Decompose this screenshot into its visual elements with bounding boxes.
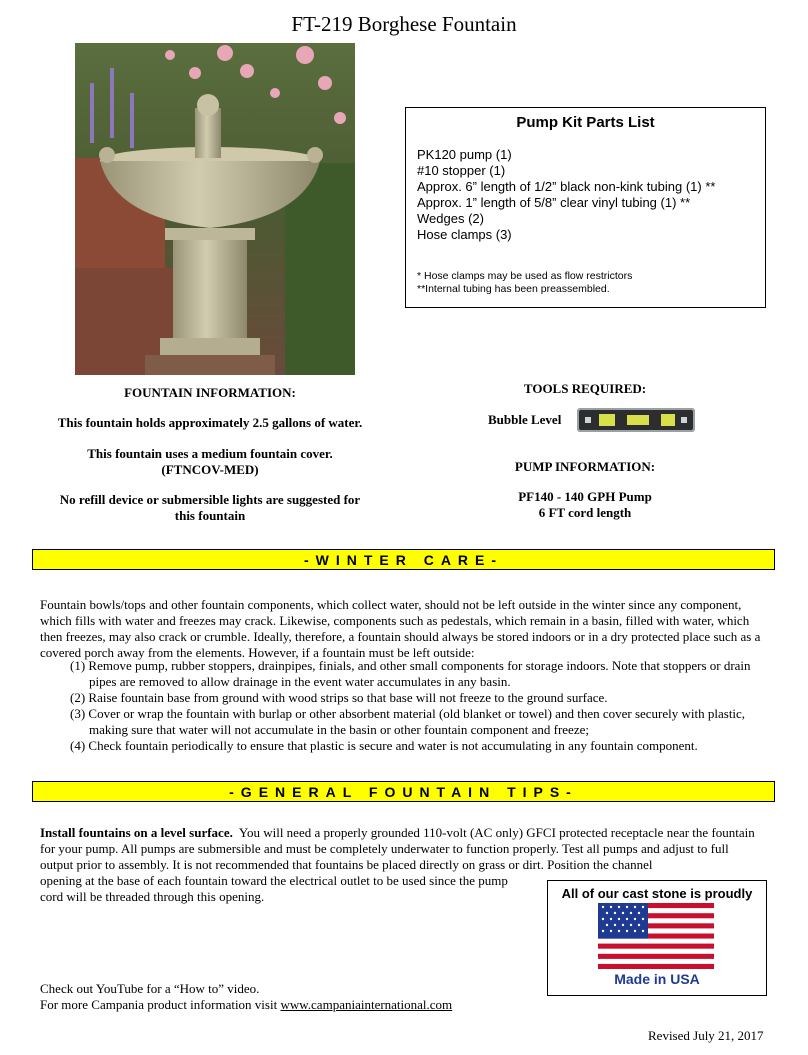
usa-badge-heading: All of our cast stone is proudly (561, 886, 753, 901)
general-tips-banner: -GENERAL FOUNTAIN TIPS- (32, 781, 775, 802)
fountain-cover-code: (FTNCOV-MED) (161, 462, 259, 477)
pump-kit-box (405, 107, 766, 308)
pump-kit-notes (417, 270, 632, 296)
winter-step: (2) Raise fountain base from ground with wood strips so that base will not freeze to the ground surface. (70, 690, 608, 705)
us-flag-icon (598, 903, 714, 969)
pump-kit-item: Wedges (2) (417, 211, 484, 226)
fountain-refill-line: No refill device or submersible lights are suggested for (59, 492, 361, 507)
made-in-usa-text: Made in USA (614, 971, 700, 987)
pump-kit-note: * Hose clamps may be used as flow restrictors (417, 270, 633, 282)
general-tips-text: You will need a properly grounded 110-volt (AC only) GFCI protected receptacle near the fountain for your pump. All pumps are submersible and must be completely underwater to function properly. Test all pumps and adjust to full output prior to assembly. It is not recommended that fountains be placed directly on grass or dirt. Position the channel (40, 825, 755, 872)
pump-cord: 6 FT cord length (538, 505, 632, 520)
winter-step: (4) Check fountain periodically to ensure that plastic is secure and water is not accumulating in any fountain component. (70, 738, 698, 753)
winter-care-steps (40, 658, 770, 754)
pump-kit-item: Approx. 1” length of 5/8” clear vinyl tubing (1) ** (417, 195, 691, 210)
fountain-cover (40, 446, 380, 478)
more-info-line (40, 997, 452, 1013)
pump-kit-items (417, 147, 715, 243)
winter-step: (1) Remove pump, rubber stoppers, drainpipes, finials, and other small components for storage indoors. Note that stoppers or drain pipes are removed to allow drainage in the event water accumulates in any basin. (70, 658, 751, 689)
fountain-refill (40, 492, 380, 524)
winter-care-intro: Fountain bowls/tops and other fountain components, which collect water, should not be left outside in the winter since any component, which fills with water and freezes may crack. Likewise, components such as pedestals, which remain in a basin, filled with water, which then freezes, may also crack or crumble. Ideally, therefore, a fountain should always be stored indoors or in a dry protected place such as a covered porch away from the elements. However, if a fountain must be left outside: (40, 597, 761, 660)
pump-kit-item: #10 stopper (1) (417, 163, 506, 178)
general-tips-text-cont: opening at the base of each fountain toward the electrical outlet to be used since the pump (40, 873, 508, 888)
pump-kit-note: **Internal tubing has been preassembled. (417, 283, 610, 295)
revised-date: Revised July 21, 2017 (648, 1028, 764, 1043)
more-info-text: For more Campania product information visit (40, 997, 281, 1012)
pump-kit-item: Approx. 6” length of 1/2” black non-kink tubing (1) ** (417, 179, 716, 194)
pump-kit-item: PK120 pump (1) (417, 147, 512, 162)
general-tips-text-end: cord will be threaded through this opening. (40, 889, 265, 904)
fountain-info-heading: FOUNTAIN INFORMATION: (124, 385, 296, 400)
made-in-usa-badge (547, 880, 767, 996)
youtube-note: Check out YouTube for a “How to” video. (40, 981, 260, 996)
pump-info-heading: PUMP INFORMATION: (514, 459, 656, 474)
bubble-level-icon (577, 408, 695, 432)
pump-kit-item: Hose clamps (3) (417, 227, 512, 242)
website-link[interactable]: www.campaniainternational.com (280, 997, 453, 1012)
pump-kit-heading: Pump Kit Parts List (516, 114, 655, 131)
fountain-photo (75, 43, 355, 375)
fountain-capacity: This fountain holds approximately 2.5 gallons of water. (57, 415, 363, 430)
winter-care-banner: -WINTER CARE- (32, 549, 775, 570)
bubble-level-label: Bubble Level (488, 412, 562, 427)
tools-heading: TOOLS REQUIRED: (523, 381, 647, 396)
winter-step: (3) Cover or wrap the fountain with burlap or other absorbent material (old blanket or towel) and then cover securely with plastic, making sure that water will not accumulate in the basin or other fountain component and freeze; (70, 706, 746, 737)
fountain-refill-line: this fountain (174, 508, 246, 523)
general-tips-body (40, 825, 762, 873)
page-title: FT-219 Borghese Fountain (291, 12, 517, 36)
fountain-cover-line: This fountain uses a medium fountain cover. (87, 446, 333, 461)
general-tips-lead: Install fountains on a level surface. (40, 825, 233, 840)
pump-model: PF140 - 140 GPH Pump (518, 489, 652, 504)
